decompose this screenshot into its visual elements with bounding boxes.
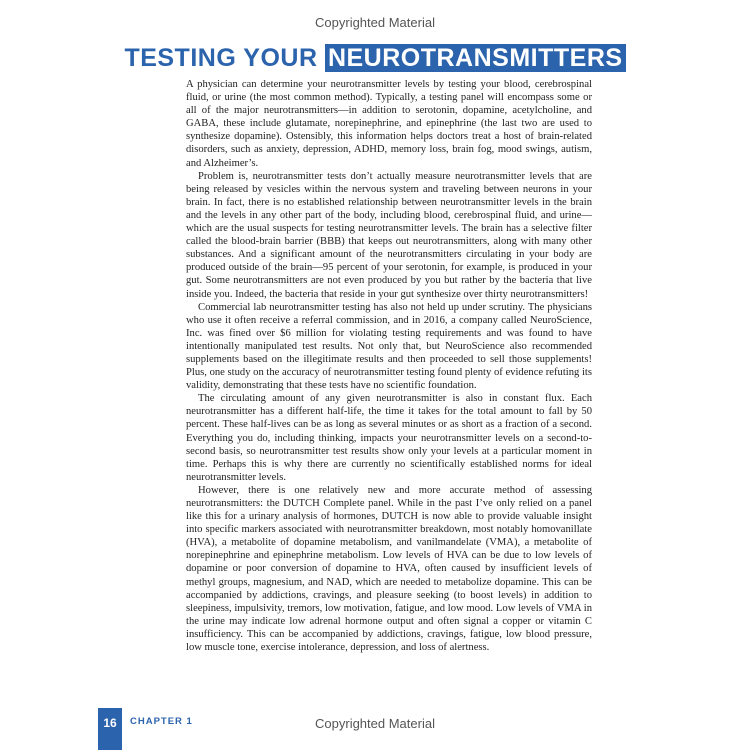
paragraph: Commercial lab neurotransmitter testing has also not held up under scrutiny. The physicians who use it often receive a referral commission, and in 2016, a company called NeuroScience, Inc. was fined over $6 million for violating testing requirements and was found to have intentionally manipulated test results. Not only that, but NeuroScience also recommended supplements based on the illegitimate results and then proceeded to sell those supplements! Plus, one study on the accuracy of neurotransmitter testing found plenty of evidence refuting its validity, demonstrating that these tests have no scientific foundation. — [186, 301, 592, 392]
copyright-watermark-top: Copyrighted Material — [315, 15, 435, 30]
page-number: 16 — [98, 708, 122, 750]
paragraph: Problem is, neurotransmitter tests don’t actually measure neurotransmitter levels that are being released by vesicles within the nervous system and traveling between neurons in your brain. In fact, there is no established relationship between neurotransmitter levels in the brain and the levels in any other part of the body, including blood, cerebrospinal fluid, and urine—which are the usual suspects for testing neurotransmitter levels. The brain has a selective filter called the blood-brain barrier (BBB) that keeps out neurotransmitters, along with many other substances. And a significant amount of the neurotransmitters circulating in your body are produced outside of the brain—95 percent of your serotonin, for example, is produced in your gut. Some neurotransmitters are not even produced by you but rather by the bacteria that live inside you. Indeed, the bacteria that reside in your gut synthesize over thirty neurotransmitters! — [186, 170, 592, 300]
chapter-label: CHAPTER 1 — [130, 716, 193, 727]
title-part-highlighted: NEUROTRANSMITTERS — [325, 44, 626, 72]
copyright-watermark-bottom: Copyrighted Material — [315, 716, 435, 731]
paragraph: A physician can determine your neurotransmitter levels by testing your blood, cerebrospinal fluid, or urine (the most common method). Typically, a testing panel will encompass some or all of the major neurotransmitters—in addition to serotonin, dopamine, acetylcholine, and GABA, these include glutamate, norepinephrine, and epinephrine (the last two are used to synthesize dopamine). Ostensibly, this information helps doctors treat a host of brain-related disorders, such as anxiety, depression, ADHD, memory loss, brain fog, mood swings, autism, and Alzheimer’s. — [186, 79, 592, 169]
title-part-plain: TESTING YOUR — [124, 44, 318, 72]
page-title — [0, 44, 750, 73]
body-text — [186, 78, 592, 654]
paragraph: However, there is one relatively new and more accurate method of assessing neurotransmitters: the DUTCH Complete panel. While in the past I’ve only relied on a panel like this for a urinary analysis of hormones, DUTCH is now able to provide valuable insight into specific markers associated with neurotransmitter breakdown, most notably homovanillate (HVA), a metabolite of dopamine metabolism, and vanilmandelate (VMA), a metabolite of norepinephrine and epinephrine metabolism. Low levels of HVA can be due to low levels of dopamine or poor conversion of dopamine to HVA, often caused by insufficient levels of methyl groups, magnesium, and NAD, which are needed to metabolize dopamine. This can be accompanied by addictions, cravings, and pleasure seeking (to boost levels) in addition to sleepiness, impulsivity, tremors, low motivation, fatigue, and low mood. Low levels of VMA in the urine may indicate low adrenal hormone output and often signal a copper or vitamin C insufficiency. This can be accompanied by addictions, cravings, fatigue, low blood pressure, low muscle tone, exercise intolerance, depression, and loss of alertness. — [186, 484, 592, 654]
paragraph: The circulating amount of any given neurotransmitter is also in constant flux. Each neurotransmitter has a different half-life, the time it takes for the total amount to fall by 50 percent. These half-lives can be as long as several minutes or as short as a fraction of a second. Everything you do, including thinking, impacts your neurotransmitter levels on a second-to-second basis, so neurotransmitter test results show only your levels at a particular moment in time. Perhaps this is why there are currently no scientifically established norms for ideal neurotransmitter levels. — [186, 393, 592, 483]
